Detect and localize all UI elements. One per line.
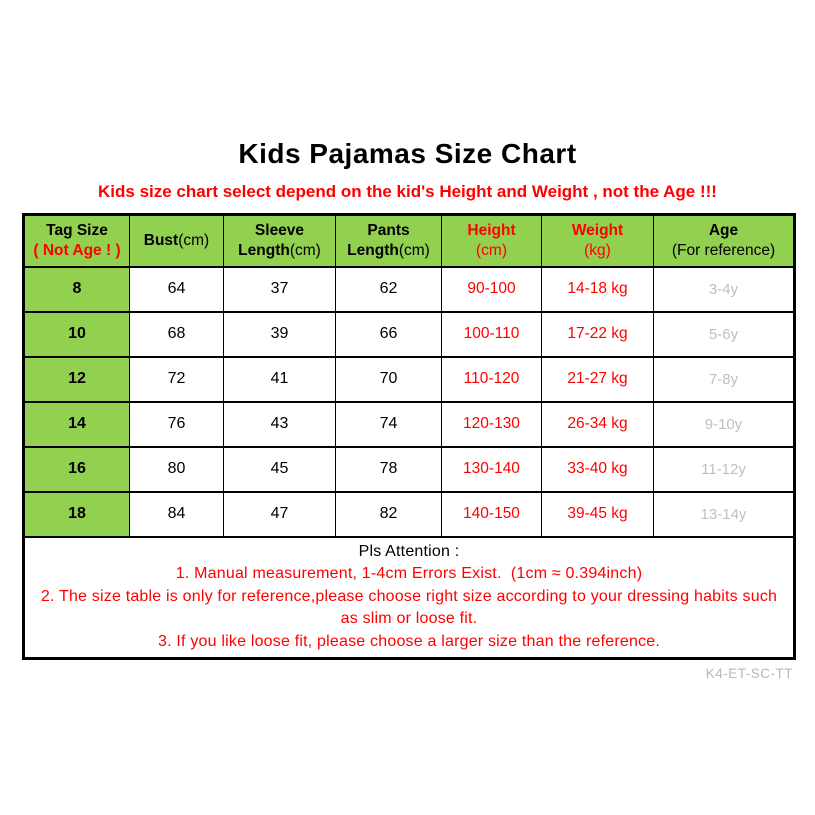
attention-notes — [24, 537, 795, 659]
sleeve-cell: 37 — [224, 267, 336, 312]
tag-size-cell: 18 — [24, 492, 130, 537]
weight-cell: 26-34 kg — [542, 402, 654, 447]
pants-cell: 74 — [336, 402, 442, 447]
header-age-note: (For reference) — [671, 241, 776, 259]
table-row — [24, 492, 795, 537]
note-item-1: 1. Manual measurement, 1-4cm Errors Exist. (1cm ≈ 0.394inch) — [175, 565, 643, 582]
bust-cell: 72 — [130, 357, 224, 402]
pants-cell: 82 — [336, 492, 442, 537]
header-weight — [542, 215, 654, 267]
header-age-label: Age — [708, 221, 739, 239]
header-pants-unit: (cm) — [398, 241, 430, 259]
header-sleeve-length — [224, 215, 336, 267]
header-weight-unit: (kg) — [584, 241, 611, 259]
header-height — [442, 215, 542, 267]
tag-size-cell: 8 — [24, 267, 130, 312]
age-cell: 9-10y — [654, 402, 795, 447]
table-row — [24, 267, 795, 312]
table-row — [24, 357, 795, 402]
header-not-age-label: ( Not Age ! ) — [33, 241, 121, 259]
tag-size-cell: 10 — [24, 312, 130, 357]
height-cell: 120-130 — [442, 402, 542, 447]
header-bust-unit: (cm) — [178, 231, 210, 249]
header-row — [24, 215, 795, 267]
sleeve-cell: 47 — [224, 492, 336, 537]
pants-cell: 62 — [336, 267, 442, 312]
age-cell: 11-12y — [654, 447, 795, 492]
header-bust-label: Bust — [143, 231, 179, 249]
header-bust — [130, 215, 224, 267]
notes-row — [24, 537, 795, 659]
table-row — [24, 312, 795, 357]
height-cell: 90-100 — [442, 267, 542, 312]
header-sleeve-unit: (cm) — [289, 241, 321, 259]
header-tag-size-label: Tag Size — [46, 221, 108, 239]
table-row — [24, 402, 795, 447]
pants-cell: 78 — [336, 447, 442, 492]
notes-title: Pls Attention : — [358, 542, 460, 560]
bust-cell: 84 — [130, 492, 224, 537]
header-age — [654, 215, 795, 267]
bust-cell: 64 — [130, 267, 224, 312]
tag-size-cell: 12 — [24, 357, 130, 402]
header-tag-size — [24, 215, 130, 267]
bust-cell: 76 — [130, 402, 224, 447]
note-item-2: 2. The size table is only for reference,please choose right size according to your dressing habits such as slim or loose fit. — [40, 587, 782, 627]
pants-cell: 70 — [336, 357, 442, 402]
age-cell: 13-14y — [654, 492, 795, 537]
header-height-unit: (cm) — [476, 241, 507, 259]
note-item-3: 3. If you like loose fit, please choose a larger size than the reference. — [158, 632, 660, 650]
header-pants-label: Pants — [367, 221, 410, 239]
weight-cell: 39-45 kg — [542, 492, 654, 537]
page-subtitle: Kids size chart select depend on the kid's Height and Weight , not the Age !!! — [98, 182, 717, 201]
sleeve-cell: 45 — [224, 447, 336, 492]
page-title: Kids Pajamas Size Chart — [238, 138, 577, 169]
header-height-label: Height — [467, 221, 516, 239]
header-pants-length-label: Length — [347, 241, 399, 259]
header-weight-label: Weight — [571, 221, 624, 239]
age-cell: 3-4y — [654, 267, 795, 312]
table-wrapper — [22, 213, 793, 660]
age-cell: 7-8y — [654, 357, 795, 402]
table-row — [24, 447, 795, 492]
header-sleeve-label: Sleeve — [254, 221, 305, 239]
header-pants-length — [336, 215, 442, 267]
header-sleeve-length-label: Length — [238, 241, 290, 259]
height-cell: 110-120 — [442, 357, 542, 402]
header-sleeve-line2 — [224, 241, 335, 261]
age-cell: 5-6y — [654, 312, 795, 357]
sleeve-cell: 41 — [224, 357, 336, 402]
sleeve-cell: 43 — [224, 402, 336, 447]
size-chart-table — [22, 213, 796, 660]
header-pants-line2 — [336, 241, 441, 261]
weight-cell: 33-40 kg — [542, 447, 654, 492]
tag-size-cell: 14 — [24, 402, 130, 447]
weight-cell: 17-22 kg — [542, 312, 654, 357]
watermark-code: K4-ET-SC-TT — [705, 666, 793, 681]
height-cell: 100-110 — [442, 312, 542, 357]
tag-size-cell: 16 — [24, 447, 130, 492]
sleeve-cell: 39 — [224, 312, 336, 357]
bust-cell: 80 — [130, 447, 224, 492]
height-cell: 130-140 — [442, 447, 542, 492]
pants-cell: 66 — [336, 312, 442, 357]
weight-cell: 21-27 kg — [542, 357, 654, 402]
height-cell: 140-150 — [442, 492, 542, 537]
weight-cell: 14-18 kg — [542, 267, 654, 312]
bust-cell: 68 — [130, 312, 224, 357]
